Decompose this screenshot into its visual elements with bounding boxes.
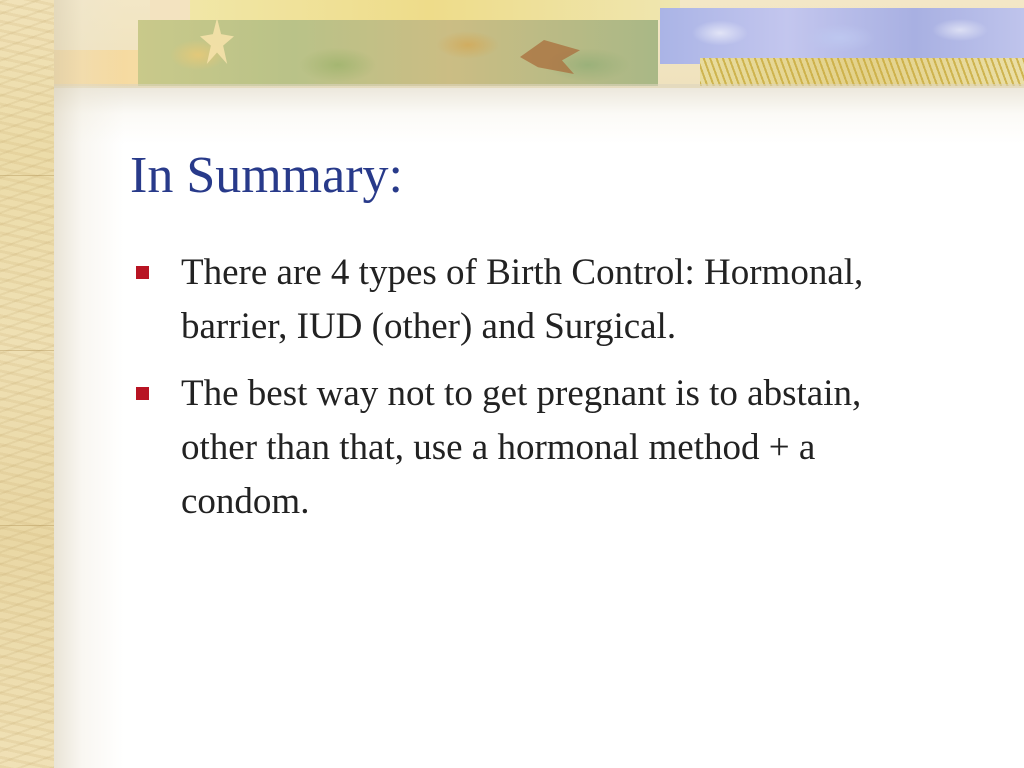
top-shadow	[54, 84, 1024, 144]
decorative-image-tile	[150, 0, 190, 20]
strip-seam	[0, 350, 54, 351]
strip-seam	[0, 525, 54, 526]
strip-seam	[0, 175, 54, 176]
bullet-list	[130, 246, 910, 542]
flowers-image-tile	[660, 8, 1024, 64]
bullet-item	[130, 246, 910, 354]
decorative-image-tile	[180, 0, 680, 20]
left-decorative-strip	[0, 0, 54, 768]
slide-title: In Summary:	[130, 147, 403, 204]
bullet-text: There are 4 types of Birth Control: Hormonal, barrier, IUD (other) and Surgical.	[181, 252, 864, 347]
top-decorative-band	[0, 0, 1024, 88]
bullet-item	[130, 367, 910, 529]
square-bullet-icon	[136, 266, 149, 279]
square-bullet-icon	[136, 387, 149, 400]
grass-image-tile	[700, 58, 1024, 86]
left-shadow	[54, 0, 124, 768]
bullet-text: The best way not to get pregnant is to abstain, other than that, use a hormonal method + a condom.	[181, 373, 862, 522]
